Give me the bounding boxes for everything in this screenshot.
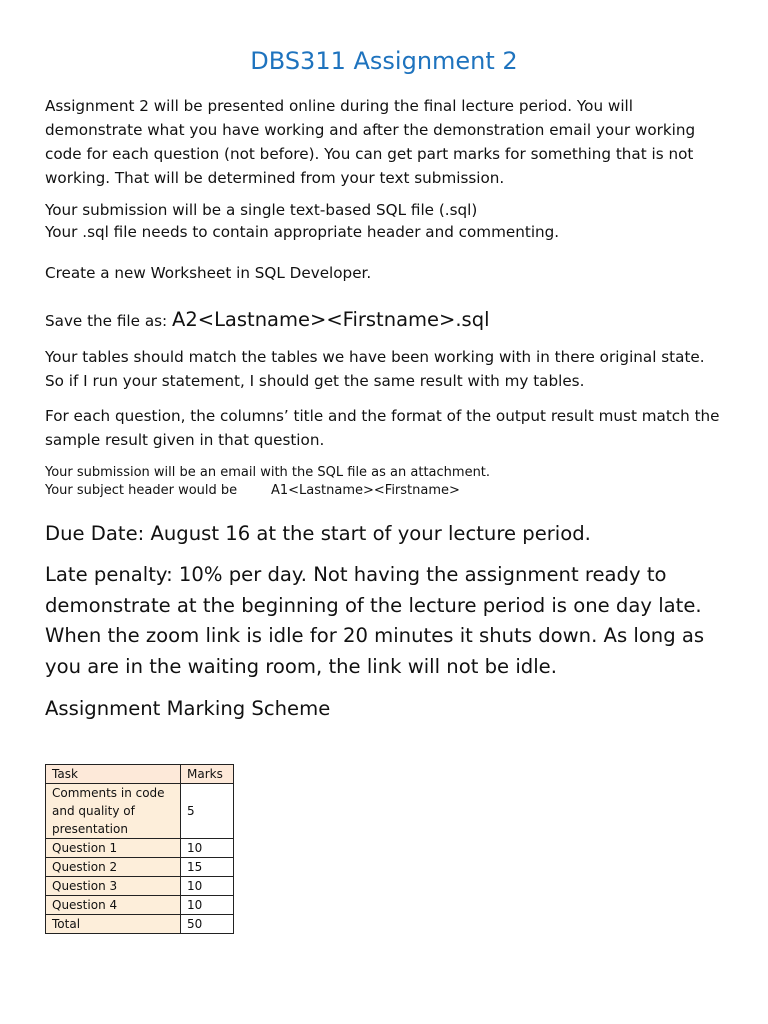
table-header-task: Task xyxy=(46,765,181,784)
save-label: Save the file as: xyxy=(45,312,172,330)
table-cell-marks: 5 xyxy=(181,784,234,839)
table-header-row xyxy=(46,765,234,784)
columns-note: For each question, the columns’ title and the format of the output result must match the sample result given in that question. xyxy=(45,407,720,449)
subject-value: A1<Lastname><Firstname> xyxy=(271,483,460,498)
submission-header-line: Your .sql file needs to contain appropriate header and commenting. xyxy=(45,223,560,241)
table-cell-task: Comments in code and quality of presentation xyxy=(46,784,181,839)
document-title: DBS311 Assignment 2 xyxy=(250,47,518,75)
worksheet-instruction: Create a new Worksheet in SQL Developer. xyxy=(45,264,372,282)
marking-scheme-heading: Assignment Marking Scheme xyxy=(45,697,331,720)
table-cell-marks: 15 xyxy=(181,858,234,877)
late-penalty: Late penalty: 10% per day. Not having the assignment ready to demonstrate at the beginning of the lecture period is one day late. When the zoom link is idle for 20 minutes it shuts down. As long as you are in the waiting room, the link will not be idle. xyxy=(45,563,705,678)
table-header-marks: Marks xyxy=(181,765,234,784)
subject-label: Your subject header would be xyxy=(45,483,238,498)
tables-note: Your tables should match the tables we have been working with in there original state. So if I run your statement, I should get the same result with my tables. xyxy=(45,348,705,390)
table-row xyxy=(46,877,234,896)
table-cell-marks: 10 xyxy=(181,896,234,915)
table-cell-task: Question 4 xyxy=(46,896,181,915)
table-cell-task: Question 1 xyxy=(46,839,181,858)
table-cell-task: Total xyxy=(46,915,181,934)
table-cell-task: Question 3 xyxy=(46,877,181,896)
table-cell-task: Question 2 xyxy=(46,858,181,877)
table-row xyxy=(46,915,234,934)
table-cell-marks: 10 xyxy=(181,839,234,858)
table-row xyxy=(46,784,234,839)
table-cell-marks: 10 xyxy=(181,877,234,896)
marking-table xyxy=(45,764,234,934)
table-row xyxy=(46,858,234,877)
table-row xyxy=(46,896,234,915)
save-instruction xyxy=(45,308,725,333)
due-date: Due Date: August 16 at the start of your lecture period. xyxy=(45,522,591,545)
submission-format-line: Your submission will be a single text-based SQL file (.sql) xyxy=(45,201,478,219)
intro-paragraph: Assignment 2 will be presented online during the final lecture period. You will demonstrate what you have working and after the demonstration email your working code for each question (not before). You can get part marks for something that is not working. That will be determined from your text submission. xyxy=(45,97,696,187)
email-note: Your submission will be an email with the SQL file as an attachment. xyxy=(45,465,491,480)
table-row xyxy=(46,839,234,858)
table-cell-marks: 50 xyxy=(181,915,234,934)
save-filename: A2<Lastname><Firstname>.sql xyxy=(171,308,490,331)
